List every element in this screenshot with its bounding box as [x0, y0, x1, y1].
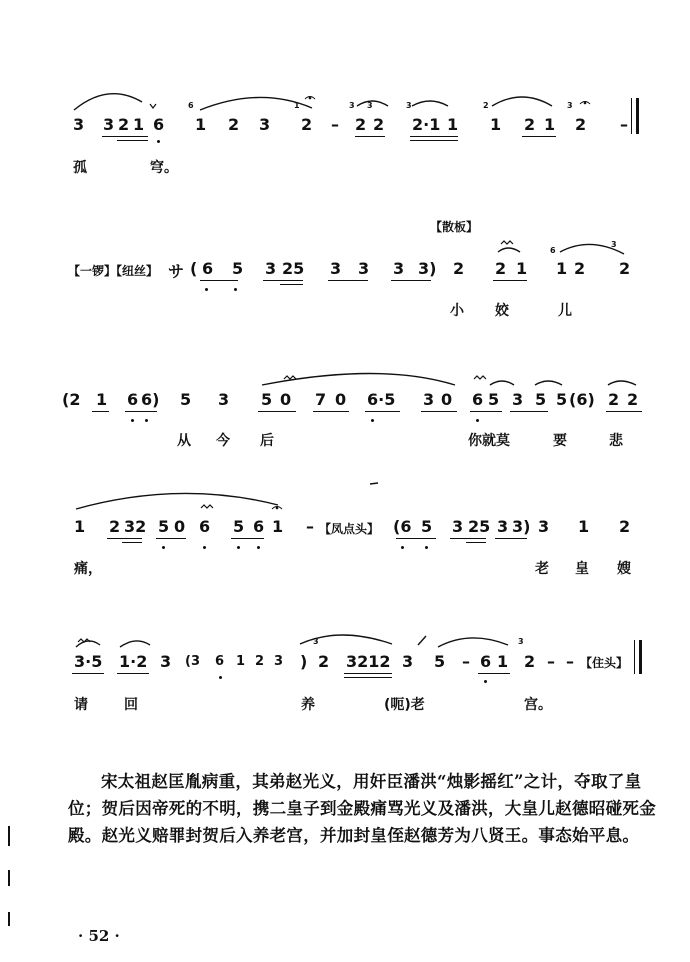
note: 2	[619, 259, 631, 278]
slur	[200, 97, 312, 110]
note: 1	[272, 517, 284, 536]
grace-note: 6	[188, 101, 194, 110]
page-number: · 52 ·	[78, 927, 120, 945]
mordent	[201, 505, 213, 508]
note: 6)	[141, 390, 160, 409]
accent	[418, 636, 426, 645]
grace-note: 3	[518, 637, 524, 646]
note: 1	[497, 652, 509, 671]
mordent	[501, 241, 513, 244]
slur	[560, 244, 624, 254]
note: 2	[109, 517, 121, 536]
sanban-mark: サ	[168, 262, 185, 281]
note: 2	[495, 259, 507, 278]
note: 1	[516, 259, 528, 278]
note: (6	[393, 517, 412, 536]
lyric: 儿	[558, 303, 572, 319]
note: 5	[488, 390, 500, 409]
note: 3	[265, 259, 277, 278]
note: 0	[174, 517, 186, 536]
note: 3	[274, 654, 284, 669]
grace-note: 1	[294, 101, 300, 110]
note: 0	[335, 390, 347, 409]
lyric: 你就莫	[468, 433, 510, 449]
note: 1	[556, 259, 568, 278]
note: 3	[259, 115, 271, 134]
lyric: 后	[260, 433, 274, 449]
note: 3	[73, 115, 85, 134]
note: 1	[74, 517, 86, 536]
mordent	[284, 376, 296, 379]
note: 2	[373, 115, 385, 134]
lyric: 回	[124, 697, 138, 713]
lyric: 老	[535, 561, 549, 577]
note: –	[306, 517, 314, 536]
mordent	[474, 376, 486, 379]
note: 5	[261, 390, 273, 409]
note: 3212	[346, 652, 391, 671]
note: 5	[421, 517, 433, 536]
note: 2	[318, 652, 330, 671]
note: 3	[103, 115, 115, 134]
note: 1·2	[119, 652, 148, 671]
note: 5	[232, 259, 244, 278]
note: 2	[524, 652, 536, 671]
grace-note: 2	[483, 101, 489, 110]
slur	[498, 248, 520, 252]
note: (2	[62, 390, 81, 409]
note: 6	[127, 390, 139, 409]
note: 1	[236, 654, 246, 669]
note: 3·5	[74, 652, 103, 671]
note: –	[462, 652, 470, 671]
note: 3	[393, 259, 405, 278]
note: 3)	[512, 517, 531, 536]
lyric: 从	[177, 433, 191, 449]
percussion-label: 【凤点头】	[319, 522, 380, 536]
grace-note: 3	[349, 101, 355, 110]
percussion-label: 【一锣】【纽丝】	[68, 264, 159, 278]
note: 6	[480, 652, 492, 671]
slur	[490, 381, 514, 385]
margin-mark	[8, 870, 10, 886]
note: 3	[512, 390, 524, 409]
note: 2	[228, 115, 240, 134]
note: 2	[608, 390, 620, 409]
lyric: (呃)老	[384, 697, 425, 713]
lyric: 皇	[575, 561, 589, 577]
note: 2	[255, 654, 265, 669]
note: (3	[185, 654, 200, 669]
note: 2	[619, 517, 631, 536]
lyric: 嫂	[617, 561, 631, 577]
note: 6	[472, 390, 484, 409]
note: 1	[544, 115, 556, 134]
note: 5	[180, 390, 192, 409]
margin-mark	[8, 826, 10, 846]
note: 2	[627, 390, 639, 409]
breath-mark	[150, 104, 156, 108]
note: 5	[434, 652, 446, 671]
note: 6·5	[367, 390, 396, 409]
note: 7	[315, 390, 327, 409]
lyric: 今	[216, 433, 230, 449]
lyric: 穹。	[150, 160, 178, 176]
lyric: 痛，	[74, 561, 102, 577]
note: 6	[253, 517, 265, 536]
note: 3	[160, 652, 172, 671]
note: 3	[497, 517, 509, 536]
note: 2	[355, 115, 367, 134]
note: 3	[402, 652, 414, 671]
lyric: 孤	[73, 160, 87, 176]
lyric: 姣	[495, 303, 509, 319]
note: (	[190, 259, 198, 278]
slur	[76, 493, 278, 509]
note: 1	[133, 115, 145, 134]
note: 1	[578, 517, 590, 536]
note: –	[331, 115, 339, 134]
note: 2	[453, 259, 465, 278]
note: 6	[153, 115, 165, 134]
grace-note: 3	[313, 637, 319, 646]
note: –	[547, 652, 555, 671]
slur	[300, 635, 392, 644]
lyric: 小	[450, 303, 464, 319]
note: 2	[301, 115, 313, 134]
explanatory-paragraph: 宋太祖赵匡胤病重，其弟赵光义，用奸臣潘洪“烛影摇红”之计，夺取了皇位；贺后因帝死的不明，携二皇子到金殿痛骂光义及潘洪，大皇儿赵德昭碰死金殿。赵光义赔罪封贺后入养老宫，并加封皇侄赵德芳为八贤王。事态始平息。	[68, 772, 656, 845]
note: 3	[538, 517, 550, 536]
note: 32	[124, 517, 147, 536]
note: 0	[280, 390, 292, 409]
slur	[492, 97, 552, 106]
note: 5	[233, 517, 245, 536]
note: 3	[330, 259, 342, 278]
note: 25	[468, 517, 491, 536]
lyric: 请	[74, 697, 88, 713]
margin-mark	[8, 912, 10, 926]
slur	[438, 638, 508, 647]
stray-mark	[370, 483, 378, 484]
slur	[262, 374, 455, 386]
slur	[357, 101, 388, 106]
note: 1	[96, 390, 108, 409]
lyric: 要	[553, 433, 567, 449]
slur	[412, 101, 448, 106]
note: 2·1	[412, 115, 441, 134]
note: 3	[358, 259, 370, 278]
lyric: 悲	[609, 433, 623, 449]
note: –	[566, 652, 574, 671]
note: 6	[202, 259, 214, 278]
percussion-label: 【住头】	[580, 656, 629, 670]
note: 2	[574, 259, 586, 278]
note: 1	[447, 115, 459, 134]
note: 5	[535, 390, 547, 409]
note: 1	[490, 115, 502, 134]
note: 2	[118, 115, 130, 134]
note: 2	[524, 115, 536, 134]
note: –	[620, 115, 628, 134]
grace-note: 6	[550, 246, 556, 255]
note: 3	[423, 390, 435, 409]
note: 2	[575, 115, 587, 134]
lyric: 宫。	[524, 697, 552, 713]
slur	[120, 641, 150, 647]
grace-note: 3	[406, 101, 412, 110]
note: 1	[195, 115, 207, 134]
note: 3	[218, 390, 230, 409]
note: (6)	[569, 390, 595, 409]
tempo-label: 【散板】	[430, 220, 479, 234]
grace-note: 3	[367, 101, 373, 110]
note: 0	[441, 390, 453, 409]
lyric: 养	[301, 697, 315, 713]
note: 25	[282, 259, 305, 278]
slur	[608, 381, 636, 385]
grace-note: 3	[611, 240, 617, 249]
note: )	[300, 652, 308, 671]
slur	[76, 641, 100, 647]
note: 3)	[418, 259, 437, 278]
note: 5	[556, 390, 568, 409]
note: 6	[199, 517, 211, 536]
slur	[535, 381, 562, 385]
slur	[74, 94, 142, 110]
grace-note: 3	[567, 101, 573, 110]
note: 5	[158, 517, 170, 536]
note: 3	[452, 517, 464, 536]
note: 6	[215, 654, 225, 669]
